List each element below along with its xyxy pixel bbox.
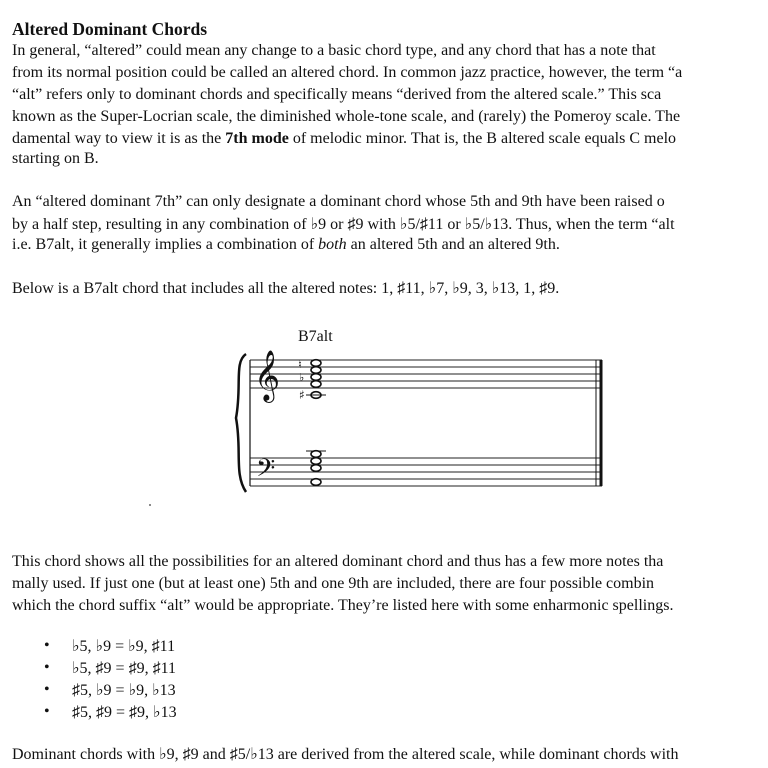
grand-staff-svg <box>232 348 612 498</box>
para2-line-1: An “altered dominant 7th” can only designate a dominant chord whose 5th and 9th have been raised o <box>12 193 665 210</box>
seventh-mode-emphasis: 7th mode <box>225 130 289 147</box>
para1-line-6: starting on B. <box>12 150 99 167</box>
bullet-marker-3: • <box>44 681 50 698</box>
para2-line-2: by a half step, resulting in any combination of ♭9 or ♯9 with ♭5/♯11 or ♭5/♭13. Thus, when the term “alt <box>12 216 675 233</box>
bullet-marker-2: • <box>44 659 50 676</box>
para2-line-3 <box>12 236 560 254</box>
para1-line-5-post: of melodic minor. That is, the B altered scale equals C melo <box>288 130 677 147</box>
bullet-item-4: ♯5, ♯9 = ♯9, ♭13 <box>72 704 177 721</box>
both-emphasis: both <box>318 236 347 253</box>
para2-line-3-post: an altered 5th and an altered 9th. <box>346 236 560 253</box>
para4-line-2: mally used. If just one (but at least one) 5th and one 9th are included, there are four possible combin <box>12 575 655 592</box>
brace-icon <box>236 354 246 492</box>
treble-clef-icon: 𝄞 <box>254 350 281 401</box>
grand-staff <box>232 348 612 498</box>
bullet-item-2: ♭5, ♯9 = ♯9, ♯11 <box>72 660 176 677</box>
section-heading: Altered Dominant Chords <box>12 19 208 39</box>
para5-line-1: Dominant chords with ♭9, ♯9 and ♯5/♭13 are derived from the altered scale, while dominant chords with <box>12 746 679 763</box>
bullet-marker-1: • <box>44 637 50 654</box>
para1-line-3: “alt” refers only to dominant chords and specifically means “derived from the altered scale.” This sca <box>12 86 662 103</box>
treble-accidental-flat: ♭ <box>299 371 305 384</box>
chord-symbol-label: B7alt <box>298 328 333 345</box>
para4-line-3: which the chord suffix “alt” would be appropriate. They’re listed here with some enharmonic spellings. <box>12 597 674 614</box>
para1-line-4: known as the Super-Locrian scale, the diminished whole-tone scale, and (rarely) the Pomeroy scale. The <box>12 108 681 125</box>
treble-chord-notes <box>311 360 321 399</box>
para4-line-1: This chord shows all the possibilities for an altered dominant chord and thus has a few more notes tha <box>12 553 664 570</box>
para2-line-3-pre: i.e. B7alt, it generally implies a combination of <box>12 236 319 253</box>
bass-staff-lines <box>250 458 602 486</box>
bullet-item-3: ♯5, ♭9 = ♭9, ♭13 <box>72 682 176 699</box>
bass-chord-notes <box>311 451 321 486</box>
treble-accidental-natural: ♮ <box>298 358 302 371</box>
para1-line-2: from its normal position could be called an altered chord. In common jazz practice, however, the term “a <box>12 64 683 81</box>
para1-line-5-pre: damental way to view it is as the <box>12 130 226 147</box>
bass-clef-icon: 𝄢 <box>256 454 276 489</box>
bullet-item-1: ♭5, ♭9 = ♭9, ♯11 <box>72 638 176 655</box>
para1-line-5 <box>12 130 676 148</box>
para1-line-1: In general, “altered” could mean any change to a basic chord type, and any chord that has a note that <box>12 42 656 59</box>
bullet-marker-4: • <box>44 703 50 720</box>
stray-mark <box>149 504 151 506</box>
treble-accidental-sharp: ♯ <box>299 388 305 402</box>
para3-line: Below is a B7alt chord that includes all the altered notes: 1, ♯11, ♭7, ♭9, 3, ♭13, 1, ♯9. <box>12 280 560 297</box>
